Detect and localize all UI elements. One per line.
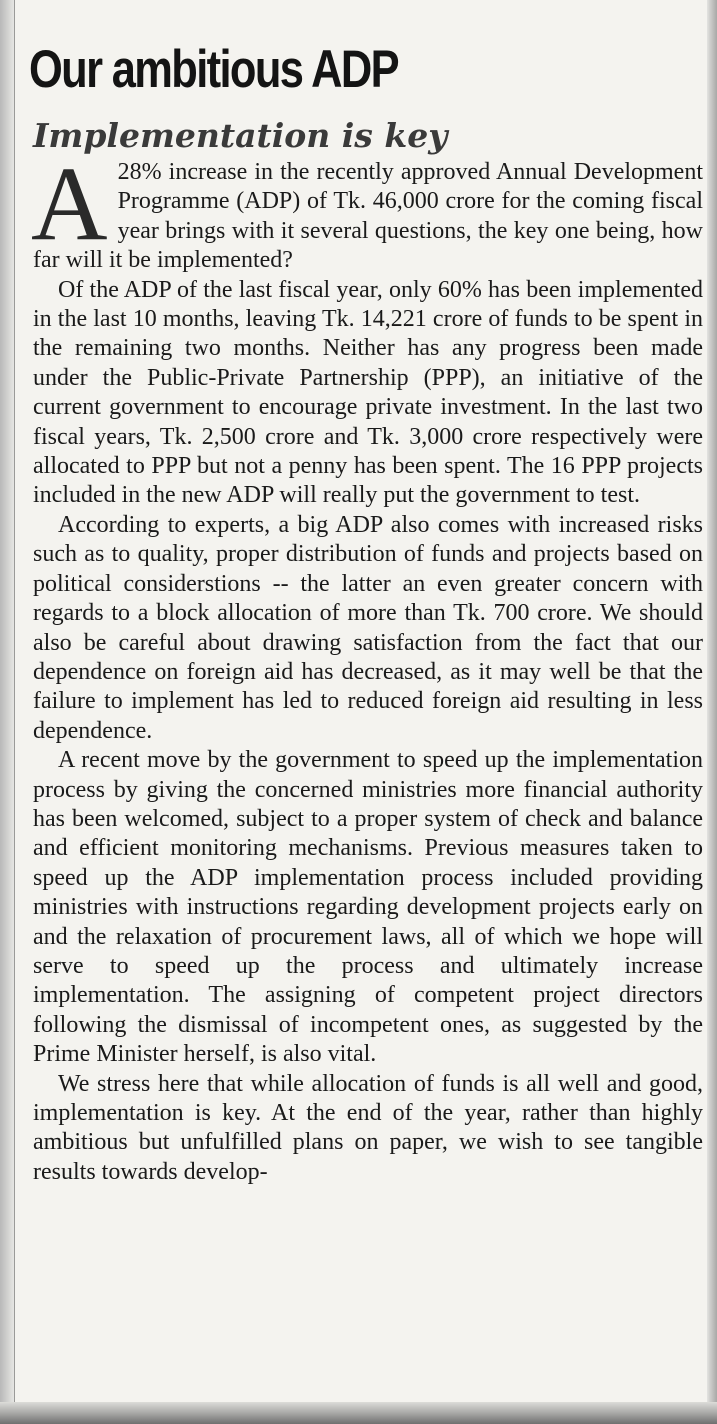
paragraph-1 <box>31 145 703 276</box>
newspaper-clipping <box>14 0 707 1402</box>
paragraph-2: Of the ADP of the last fiscal year, only 60% has been implemented in the last 10 months, leaving Tk. 14,221 crore of funds to be spent in the remaining two months. Neither has any progress been made under the Public-Private Partnership (PPP), an initiative of the current government to encourage private investment. In the last two fiscal years, Tk. 2,500 crore and Tk. 3,000 crore respectively were allocated to PPP but not a penny has been spent. The 16 PPP projects included in the new ADP will really put the government to test. <box>33 276 703 509</box>
page-frame-right <box>707 0 717 1424</box>
paragraph-5: We stress here that while allocation of funds is all well and good, implementation is key. At the end of the year, rather than highly ambitious but unfulfilled plans on paper, we wish to see tangible results towards develop- <box>33 1070 703 1185</box>
headline: Our ambitious ADP <box>29 40 398 99</box>
page-frame-bottom <box>0 1402 717 1424</box>
drop-cap: A <box>31 145 108 262</box>
paragraph-1-text: 28% increase in the recently approved Annual Development Programme (ADP) of Tk. 46,000 crore for the coming fiscal year brings with it several questions, the key one being, how far will it be implemented? <box>33 159 703 274</box>
paragraph-4: A recent move by the government to speed up the implementation process by giving the concerned ministries more financial authority has been welcomed, subject to a proper system of check and balance and efficient monitoring mechanisms. Previous measures taken to speed up the ADP implementation process included providing ministries with instructions regarding development projects early on and the relaxation of procurement laws, all of which we hope will serve to speed up the process and ultimately increase implementation. The assigning of competent project directors following the dismissal of incompetent ones, as suggested by the Prime Minister herself, is also vital. <box>33 747 703 1068</box>
paragraph-3: According to experts, a big ADP also comes with increased risks such as to quality, proper distribution of funds and projects based on political considerstions -- the latter an even greater concern with regards to a block allocation of more than Tk. 700 crore. We should also be careful about drawing satisfaction from the fact that our dependence on foreign aid has decreased, as it may well be that the failure to implement has led to reduced foreign aid resulting in less dependence. <box>33 511 703 744</box>
subheadline: Implementation is key <box>33 116 448 155</box>
page-frame-left <box>0 0 14 1424</box>
article-body <box>31 145 703 1187</box>
